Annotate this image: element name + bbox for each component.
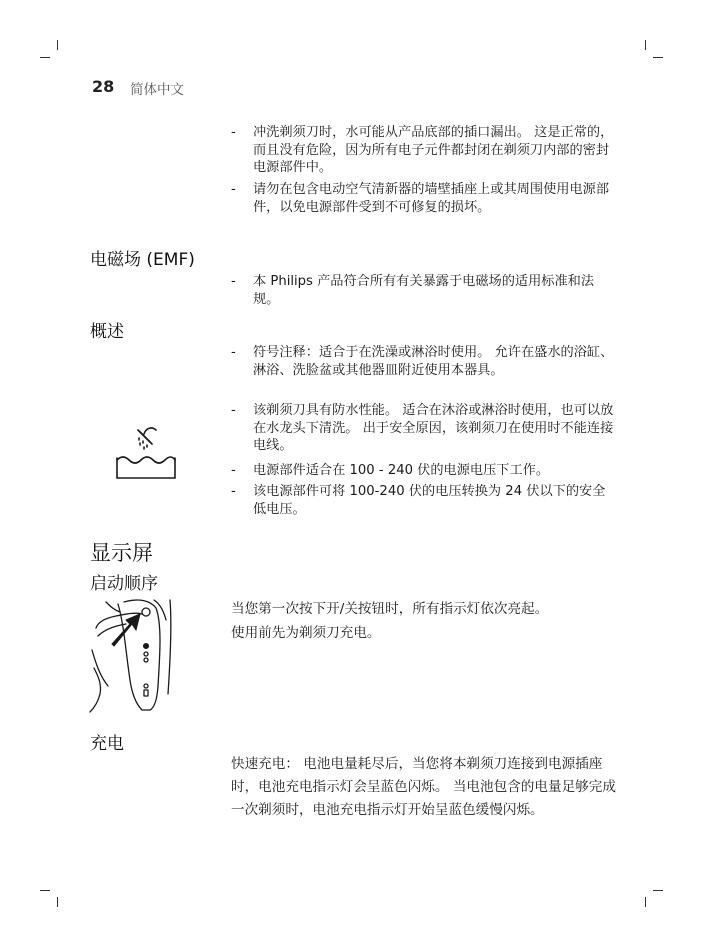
bullet-text: 电源部件适合在 100 - 240 伏的电源电压下工作。 (253, 463, 550, 478)
section-heading-charging: 充电 (90, 734, 124, 754)
bullet-dash: - (231, 182, 236, 197)
crop-mark-top-left-v (57, 40, 58, 50)
shower-bath-icon (110, 420, 182, 484)
startup-paragraph: 当您第一次按下开/关按钮时，所有指示灯依次亮起。 (231, 601, 549, 617)
crop-mark-top-right-v (645, 40, 646, 50)
page-number: 28 (92, 77, 115, 96)
bullet-item (231, 402, 616, 455)
page-language: 简体中文 (130, 82, 184, 98)
bullet-dash: - (231, 463, 236, 478)
section-heading-startup: 启动顺序 (90, 574, 158, 594)
bullet-item (231, 483, 616, 518)
crop-mark-bottom-left-h (40, 890, 50, 891)
startup-paragraph: 使用前先为剃须刀充电。 (231, 625, 381, 641)
bullet-item (231, 462, 616, 480)
crop-mark-bottom-right-v (645, 897, 646, 907)
bullet-text: 该电源部件可将 100-240 伏的电压转换为 24 伏以下的安全低电压。 (253, 484, 606, 517)
crop-mark-top-left-h (40, 57, 50, 58)
crop-mark-top-right-h (653, 57, 663, 58)
bullet-item (231, 181, 616, 216)
press-arrow-icon (112, 614, 140, 646)
bullet-dash: - (231, 345, 236, 360)
crop-mark-bottom-right-h (653, 890, 663, 891)
bullet-text: 符号注释：适合于在洗澡或淋浴时使用。 允许在盛水的浴缸、淋浴、洗脸盆或其他器皿附近使用本器具。 (253, 345, 614, 378)
bullet-text: 冲洗剃须刀时，水可能从产品底部的插口漏出。 这是正常的，而且没有危险，因为所有电子元件都封闭在剃须刀内部的密封电源部件中。 (253, 125, 614, 175)
bullet-dash: - (231, 125, 236, 140)
shaver-hand-illustration (86, 594, 192, 714)
bullet-dash: - (231, 403, 236, 418)
bullet-item (231, 124, 616, 177)
bullet-text: 本 Philips 产品符合所有有关暴露于电磁场的适用标准和法规。 (253, 274, 595, 307)
crop-mark-bottom-left-v (57, 897, 58, 907)
section-heading-emf: 电磁场 (EMF) (90, 250, 195, 270)
bullet-item (231, 273, 616, 308)
section-heading-display: 显示屏 (90, 541, 153, 565)
charging-paragraph: 快速充电： 电池电量耗尽后，当您将本剃须刀连接到电源插座时，电池充电指示灯会呈蓝色闪烁。 当电池包含的电量足够完成一次剃须时，电池充电指示灯开始呈蓝色缓慢闪烁。 (231, 756, 616, 818)
bullet-text: 该剃须刀具有防水性能。 适合在沐浴或淋浴时使用，也可以放在水龙头下清洗。 出于安全原因，该剃须刀在使用时不能连接电线。 (253, 403, 614, 453)
bullet-text: 请勿在包含电动空气清新器的墙壁插座上或其周围使用电源部件，以免电源部件受到不可修复的损坏。 (253, 182, 610, 215)
bullet-dash: - (231, 274, 236, 289)
bullet-dash: - (231, 484, 236, 499)
section-heading-overview: 概述 (90, 322, 124, 342)
bullet-item (231, 344, 616, 379)
